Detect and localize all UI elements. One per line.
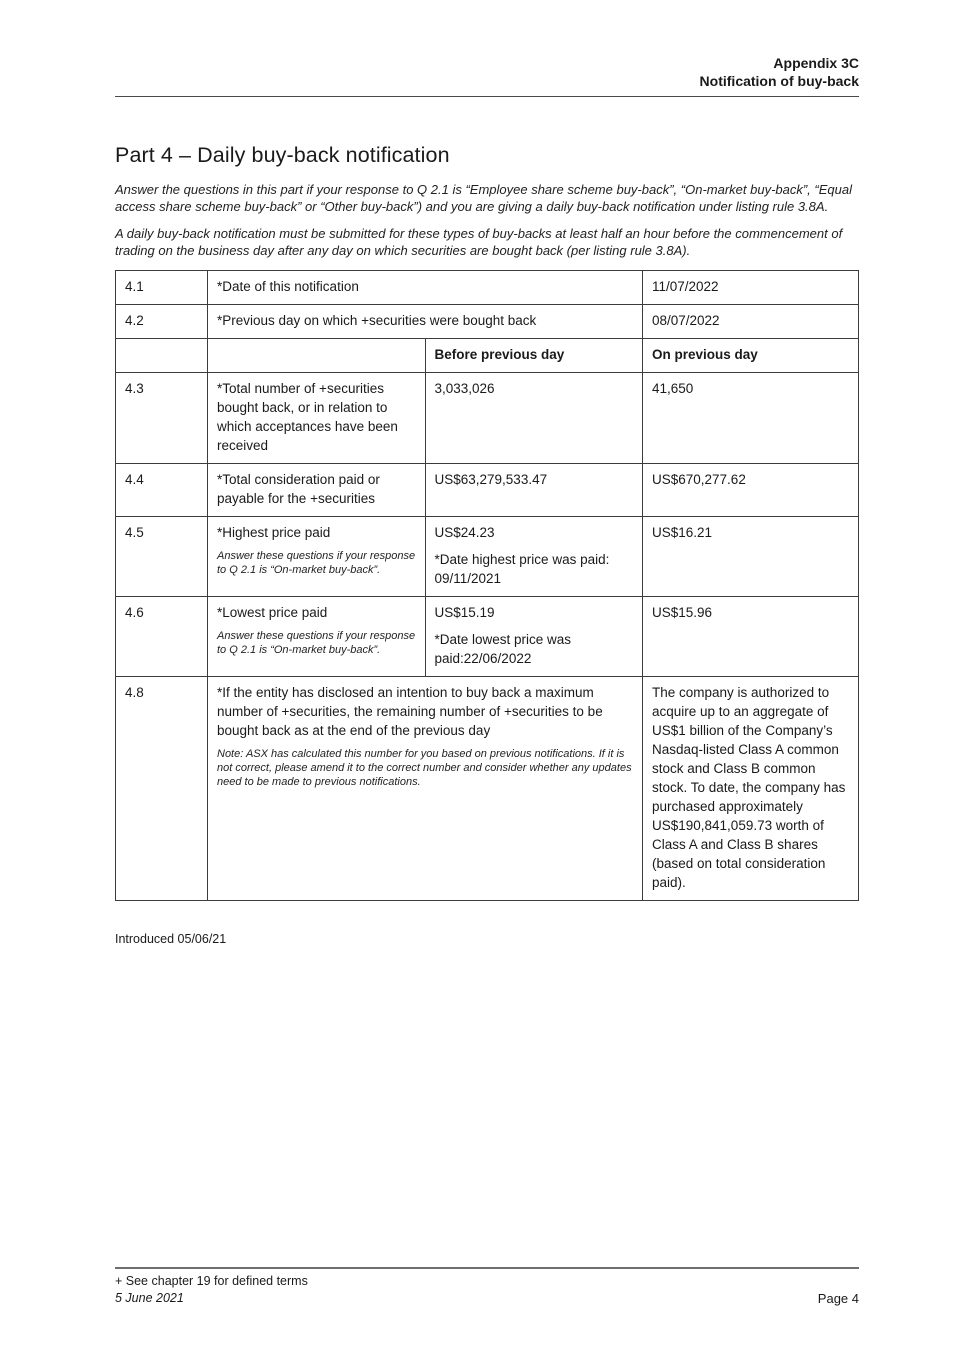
page-footer [115, 1267, 859, 1307]
intro-paragraph-1: Answer the questions in this part if your response to Q 2.1 is “Employee share scheme buy-back”, “On-market buy-back”, “Equal access share scheme buy-back” or “Other buy-back”) and you are giving a daily buy-back notification under listing rule 3.8A. [115, 182, 852, 214]
footer-defined-terms: + See chapter 19 for defined terms [115, 1274, 308, 1288]
footer-page-number: Page 4 [817, 1291, 859, 1306]
item-number-4-2: 4.2 [116, 305, 208, 339]
page-title: Part 4 – Daily buy-back notification [115, 143, 450, 167]
question-4-8 [208, 677, 643, 901]
answer-4-2: 08/07/2022 [643, 305, 859, 339]
table-row-4-1 [116, 271, 859, 305]
answer-4-6-before-date: *Date lowest price was paid:22/06/2022 [434, 632, 572, 666]
table-column-header-row [116, 339, 859, 373]
table-row-4-6 [116, 597, 859, 677]
appendix-label: Appendix 3C [773, 55, 859, 71]
question-4-2: *Previous day on which +securities were bought back [208, 305, 643, 339]
item-number-4-1: 4.1 [116, 271, 208, 305]
question-4-1: *Date of this notification [208, 271, 643, 305]
answer-4-3-before: 3,033,026 [425, 373, 643, 464]
empty-cell [208, 339, 426, 373]
question-4-5 [208, 517, 426, 597]
column-header-on-previous-day: On previous day [643, 339, 859, 373]
question-4-6-note: Answer these questions if your response to Q 2.1 is “On-market buy-back”. [217, 630, 416, 656]
notification-label: Notification of buy-back [699, 73, 859, 89]
answer-4-5-before-price: US$24.23 [434, 525, 495, 540]
footer-date: 5 June 2021 [115, 1291, 184, 1305]
table-row-4-3 [116, 373, 859, 464]
answer-4-4-before: US$63,279,533.47 [425, 464, 643, 517]
question-4-6-label: *Lowest price paid [217, 605, 328, 620]
document-header [115, 0, 859, 97]
answer-4-8: The company is authorized to acquire up to an aggregate of US$1 billion of the Company’s Nasdaq-listed Class A common stock and Class B common stock. To date, the company has purchased approximately US$190,841,059.73 worth of Class A and Class B shares (based on total consideration paid). [643, 677, 859, 901]
answer-4-1: 11/07/2022 [643, 271, 859, 305]
answer-4-6-on: US$15.96 [643, 597, 859, 677]
item-number-4-3: 4.3 [116, 373, 208, 464]
answer-4-5-before [425, 517, 643, 597]
table-row-4-5 [116, 517, 859, 597]
intro-paragraphs [115, 181, 859, 259]
table-row-4-4 [116, 464, 859, 517]
empty-cell [116, 339, 208, 373]
table-row-4-2 [116, 305, 859, 339]
intro-paragraph-2: A daily buy-back notification must be submitted for these types of buy-backs at least half an hour before the commencement of trading on the business day after any day on which securities are bought back (per listing rule 3.8A). [115, 226, 843, 258]
answer-4-3-on: 41,650 [643, 373, 859, 464]
item-number-4-5: 4.5 [116, 517, 208, 597]
item-number-4-6: 4.6 [116, 597, 208, 677]
question-4-8-label: *If the entity has disclosed an intention to buy back a maximum number of +securities, the remaining number of +securities to be bought back as at the end of the previous day [217, 685, 603, 738]
answer-4-6-before-price: US$15.19 [434, 605, 495, 620]
introduced-note: Introduced 05/06/21 [115, 932, 227, 946]
question-4-5-label: *Highest price paid [217, 525, 331, 540]
answer-4-5-on: US$16.21 [643, 517, 859, 597]
question-4-4: *Total consideration paid or payable for the +securities [208, 464, 426, 517]
answer-4-4-on: US$670,277.62 [643, 464, 859, 517]
item-number-4-4: 4.4 [116, 464, 208, 517]
item-number-4-8: 4.8 [116, 677, 208, 901]
question-4-3: *Total number of +securities bought back, or in relation to which acceptances have been received [208, 373, 426, 464]
answer-4-6-before [425, 597, 643, 677]
answer-4-5-before-date: *Date highest price was paid: 09/11/2021 [434, 552, 610, 586]
column-header-before-previous-day: Before previous day [425, 339, 643, 373]
buyback-notification-table [115, 270, 859, 901]
question-4-6 [208, 597, 426, 677]
question-4-5-note: Answer these questions if your response to Q 2.1 is “On-market buy-back”. [217, 550, 416, 576]
question-4-8-note: Note: ASX has calculated this number for you based on previous notifications. If it is not correct, please amend it to the correct number and consider whether any updates need to be made to previous notifications. [217, 748, 632, 788]
table-row-4-8 [116, 677, 859, 901]
